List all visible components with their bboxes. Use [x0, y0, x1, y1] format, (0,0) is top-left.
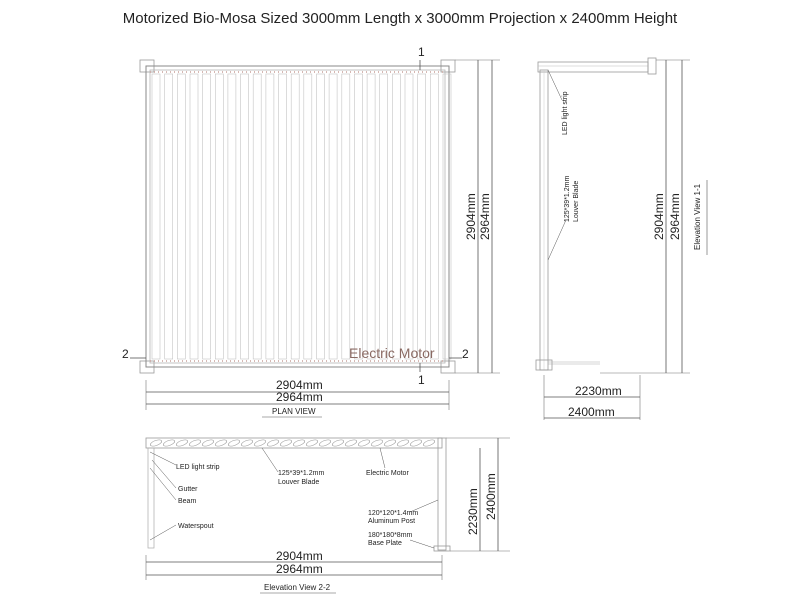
front-motor-label: Electric Motor	[366, 470, 409, 477]
front-louver-blade	[423, 439, 436, 448]
front-post-left	[148, 448, 154, 548]
plan-louver-blade	[380, 74, 388, 359]
front-post-label-2: Aluminum Post	[368, 518, 416, 525]
side-blade-label-1: 125*39*1.2mm	[564, 175, 571, 222]
front-louver-blade	[345, 439, 358, 448]
plan-louver-blade	[228, 74, 236, 359]
front-blade-label-2: Louver Blade	[278, 479, 320, 486]
front-louver-blade	[176, 439, 189, 448]
plan-louver-blade	[165, 74, 173, 359]
plan-louver-blade	[203, 74, 211, 359]
plan-section-top: 1	[418, 45, 425, 59]
front-louver-blade	[228, 439, 241, 448]
plan-louver-blade	[392, 74, 400, 359]
front-louver-blade	[397, 439, 410, 448]
plan-section-left: 2	[122, 347, 129, 361]
side-view-label: Elevation View 1-1	[693, 183, 702, 250]
front-waterspout-label: Waterspout	[178, 523, 214, 530]
plan-view	[122, 45, 500, 417]
plan-view-label: PLAN VIEW	[272, 407, 316, 416]
front-dim-inner-v: 2230mm	[466, 488, 480, 535]
plan-dim-outer-h: 2964mm	[276, 390, 323, 404]
plan-louver-blade	[367, 74, 375, 359]
plan-louver-blade	[317, 74, 325, 359]
front-louver-blade	[202, 439, 215, 448]
plan-louver-blade	[253, 74, 261, 359]
front-louver-blade	[280, 439, 293, 448]
front-post-label-1: 120*120*1.4mm	[368, 510, 419, 517]
front-post-right	[438, 438, 446, 550]
front-elevation-view	[146, 438, 510, 593]
plan-motor-label: Electric Motor	[349, 345, 435, 361]
plan-louver-blades	[152, 74, 451, 359]
side-elevation-view	[536, 58, 707, 420]
plan-inner-frame	[150, 70, 445, 363]
front-dim-inner-h: 2904mm	[276, 549, 323, 563]
plan-louver-blade	[190, 74, 198, 359]
front-louver-blade	[241, 439, 254, 448]
plan-louver-blade	[430, 74, 438, 359]
plan-louver-blade	[279, 74, 287, 359]
side-roof-beam	[538, 62, 648, 72]
plan-outer-frame	[146, 66, 449, 367]
side-dim-inner-v: 2904mm	[652, 193, 666, 240]
front-dim-outer-h: 2964mm	[276, 562, 323, 576]
plan-dim-inner-v: 2904mm	[464, 193, 478, 240]
plan-louver-blade	[266, 74, 274, 359]
side-dim-outer-h: 2400mm	[568, 405, 615, 419]
front-louver-blade	[150, 439, 163, 448]
plan-louver-blade	[329, 74, 337, 359]
side-dim-inner-h: 2230mm	[575, 384, 622, 398]
plan-dim-outer-v: 2964mm	[478, 193, 492, 240]
front-blade-label-1: 125*39*1.2mm	[278, 470, 325, 477]
plan-louver-blade	[177, 74, 185, 359]
plan-louver-blade	[418, 74, 426, 359]
front-louver-blade	[215, 439, 228, 448]
side-led-label: LED light strip	[562, 91, 569, 135]
front-view-label: Elevation View 2-2	[264, 583, 331, 592]
front-louver-blade	[254, 439, 267, 448]
front-louver-blade	[371, 439, 384, 448]
front-louver-blade	[358, 439, 371, 448]
front-plate-label-2: Base Plate	[368, 540, 402, 547]
plan-louver-blade	[354, 74, 362, 359]
plan-section-bottom: 1	[418, 373, 425, 387]
front-louver-blade	[332, 439, 345, 448]
plan-louver-blade	[291, 74, 299, 359]
front-louver-blade	[189, 439, 202, 448]
front-louver-blade	[410, 439, 423, 448]
side-blade-label-2: Louver Blade	[573, 180, 580, 222]
plan-louver-blade	[241, 74, 249, 359]
plan-louver-blade	[215, 74, 223, 359]
plan-louver-blade	[304, 74, 312, 359]
plan-section-right: 2	[462, 347, 469, 361]
side-dim-outer-v: 2964mm	[668, 193, 682, 240]
plan-louver-blade	[405, 74, 413, 359]
front-louver-blade	[384, 439, 397, 448]
plan-louver-blade	[342, 74, 350, 359]
plan-louver-blade	[152, 74, 160, 359]
front-louver-blade	[306, 439, 319, 448]
front-louver-blade	[267, 439, 280, 448]
front-led-label: LED light strip	[176, 464, 220, 471]
front-louver-blade	[319, 439, 332, 448]
front-louver-blade	[163, 439, 176, 448]
front-louver-blades	[150, 439, 436, 448]
plan-louver-blade	[443, 74, 451, 359]
front-beam-label: Beam	[178, 498, 197, 505]
front-plate-label-1: 180*180*8mm	[368, 532, 413, 539]
front-dim-outer-v: 2400mm	[484, 473, 498, 520]
front-louver-blade	[293, 439, 306, 448]
plan-dim-inner-h: 2904mm	[276, 378, 323, 392]
drawing-title: Motorized Bio-Mosa Sized 3000mm Length x 3000mm Projection x 2400mm Height	[122, 10, 678, 27]
front-gutter-label: Gutter	[178, 486, 198, 493]
